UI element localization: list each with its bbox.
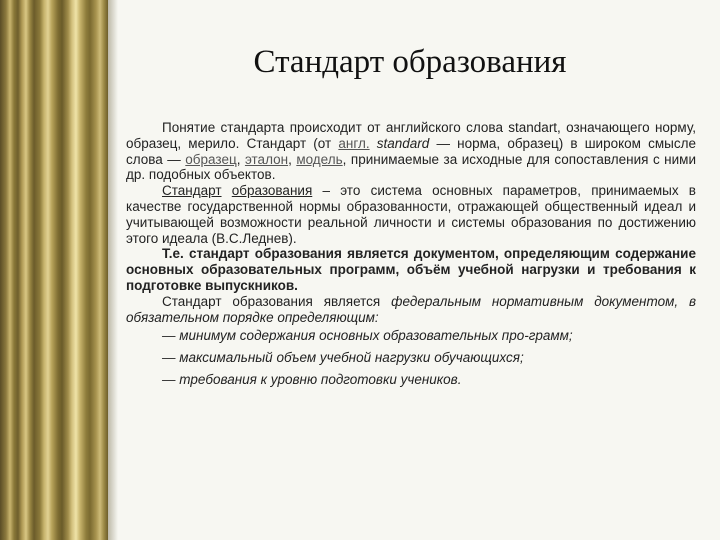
slide-title: Стандарт образования xyxy=(253,44,567,80)
text: , xyxy=(236,151,245,167)
text: – это система основных параметров, принимаемых в качестве государственной нормы образованности, отражающей общественный идеал и учитывающей возможности реальной личности и системы образования по достижению этого идеала (В.С.Леднев). xyxy=(126,183,696,246)
italic-text: федеральным нормативным документом, в обязательном порядке определяющим: xyxy=(126,293,696,325)
sidebar-shadow xyxy=(108,0,118,540)
list-item: — минимум содержания основных образовательных про-грамм; xyxy=(162,328,573,344)
text: , xyxy=(288,151,297,167)
text xyxy=(222,183,232,198)
list-item: — требования к уровню подготовки учеников. xyxy=(162,372,462,388)
paragraph-bold-summary: Т.е. стандарт образования является документом, определяющим содержание основных образовательных программ, объём учебной нагрузки и требования к подготовке выпускников. xyxy=(126,246,696,293)
underlined-term: образования xyxy=(231,183,313,199)
link-obrazets[interactable]: образец xyxy=(185,151,237,167)
decorative-sidebar xyxy=(0,0,108,540)
paragraph-federal-document xyxy=(126,294,696,326)
text: — норма, образец) в широком смысле слова — xyxy=(126,135,696,167)
text xyxy=(370,136,377,151)
link-engl[interactable]: англ. xyxy=(338,135,370,151)
slide-body xyxy=(126,120,696,391)
list-item: — максимальный объем учебной нагрузки обучающихся; xyxy=(162,350,524,366)
text: Понятие стандарта происходит от английского слова standart, означающего норму, образец, мерило. Стандарт (от xyxy=(126,120,696,151)
underlined-term: Стандарт xyxy=(162,183,222,199)
standard-word: standard xyxy=(376,135,430,151)
link-model[interactable]: модель xyxy=(296,151,343,167)
text: , принимаемые за исходные для сопоставления с ними др. подобных объектов. xyxy=(126,151,696,183)
link-etalon[interactable]: эталон xyxy=(244,151,289,167)
paragraph-standard-education xyxy=(126,183,696,246)
paragraph-definition xyxy=(126,120,696,183)
text: Стандарт образования является xyxy=(162,293,392,309)
